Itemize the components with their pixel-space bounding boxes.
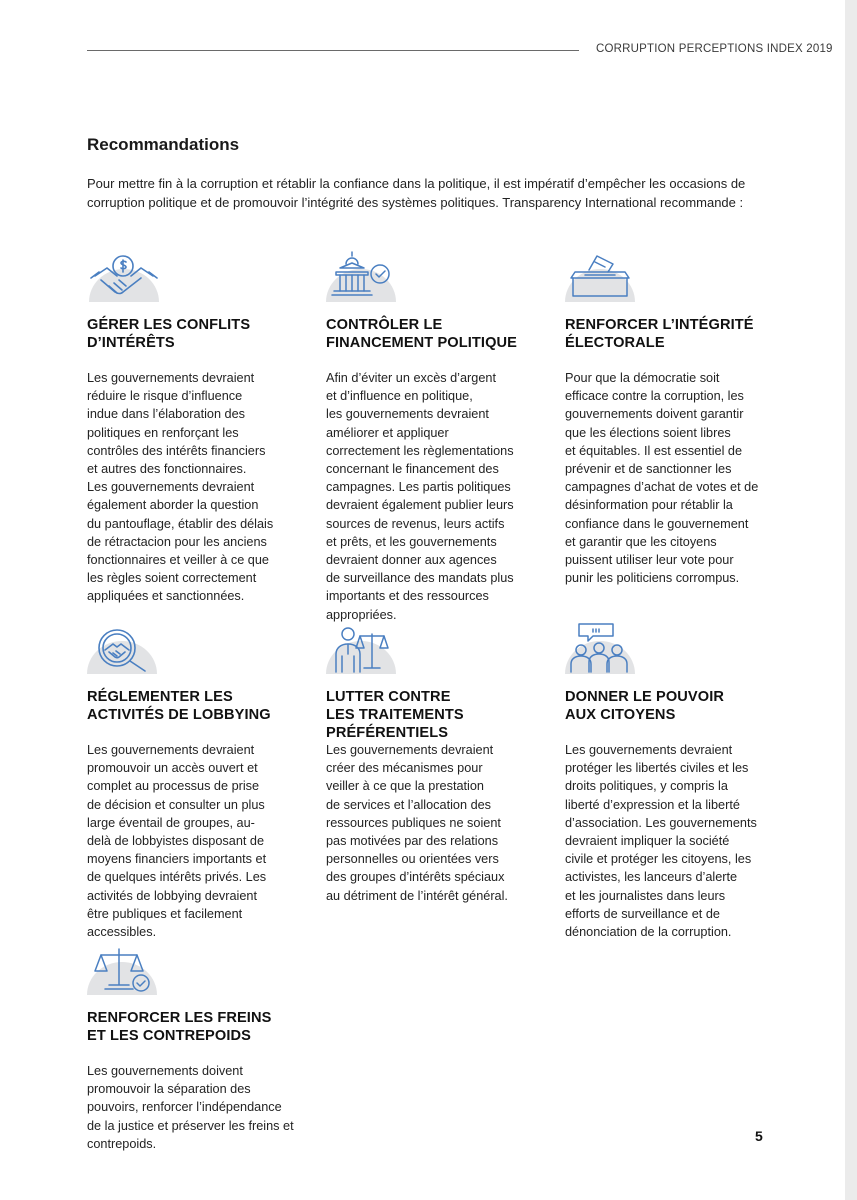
recommendation-body: Les gouvernements devraient promouvoir un accès ouvert et complet au processus de prise de décision et consulter un plus large éventail de groupes, au- delà de lobbyistes disposant de moyens financiers importants et de quelques intérêts privés. Les activités de lobbying devraient être publiques et facilement accessibles. [87,743,267,940]
recommendation-title: RENFORCER L’INTÉGRITÉ ÉLECTORALE [565,317,754,351]
magnifier-handshake-icon [87,622,161,684]
handshake-money-icon [87,250,161,312]
recommendation-title: RENFORCER LES FREINS ET LES CONTREPOIDS [87,1010,272,1044]
recommendation-body: Les gouvernements devraient protéger les libertés civiles et les droits politiques, y compris la liberté d’expression et la liberté d’association. Les gouvernements devraient impliquer la société civile et protéger les citoyens, les activistes, les lanceurs d’alerte et les journalistes dans leurs efforts de surveillance et de dénonciation de la corruption. [565,743,757,940]
recommendation-body: Les gouvernements devraient réduire le risque d’influence indue dans l’élaboration des politiques en renforçant les contrôles des intérêts financiers et autres des fonctionnaires. Les gouvernements devraient également aborder la question du pantouflage, établir des délais de rétractacion pour les anciens fonctionnaires et veiller à ce que les règles soient correctement appliquées et sanctionnées. [87,371,274,604]
header-rule [87,50,579,51]
section-title: Recommandations [87,135,240,154]
recommendation-body: Les gouvernements devraient créer des mécanismes pour veiller à ce que la prestation de services et l’allocation des ressources publiques ne soient pas motivées par des relations personnelles ou orientées vers des groupes d’intérêts spéciaux au détriment de l’intérêt général. [326,743,508,903]
citizens-speech-icon [565,622,639,684]
person-scales-icon [326,622,400,684]
recommendation-title: RÉGLEMENTER LES ACTIVITÉS DE LOBBYING [87,689,271,723]
recommendation-title: LUTTER CONTRE LES TRAITEMENTS PRÉFÉRENTIELS [326,689,464,741]
recommendation-body: Afin d’éviter un excès d’argent et d’influence en politique, les gouvernements devraient améliorer et appliquer correctement les règlementations concernant le financement des campagnes. Les partis politiques devraient également publier leurs sources de revenus, leurs actifs et prêts, et les gouvernements devraient donner aux agences de surveillance des mandats plus importants et des ressources appropriées. [326,371,514,622]
government-building-check-icon [326,250,400,312]
ballot-box-icon [565,250,639,312]
intro-line: Pour mettre fin à la corruption et rétablir la confiance dans la politique, il est impératif d’empêcher les occasions de [87,176,746,191]
scales-check-icon [87,943,161,1005]
intro-line: corruption politique et de promouvoir l’intégrité des systèmes politiques. Transparency International recommande : [87,194,744,210]
recommendation-body: Pour que la démocratie soit efficace contre la corruption, les gouvernements doivent garantir que les élections soient libres et équitables. Il est essentiel de prévenir et de sanctionner les campagnes d’achat de votes et de désinformation pour rétablir la confiance dans le gouvernement et garantir que les citoyens puissent utiliser leur vote pour punir les politiciens corrompus. [565,371,759,586]
report-title: CORRUPTION PERCEPTIONS INDEX 2019 [596,43,833,55]
page-number: 5 [755,1128,763,1144]
recommendation-title: CONTRÔLER LE FINANCEMENT POLITIQUE [326,317,518,351]
intro-paragraph [87,175,787,212]
recommendation-title: GÉRER LES CONFLITS D’INTÉRÊTS [87,317,251,351]
recommendation-title: DONNER LE POUVOIR AUX CITOYENS [565,689,725,723]
recommendation-body: Les gouvernements doivent promouvoir la séparation des pouvoirs, renforcer l’indépendance de la justice et préserver les freins et contrepoids. [87,1064,294,1151]
